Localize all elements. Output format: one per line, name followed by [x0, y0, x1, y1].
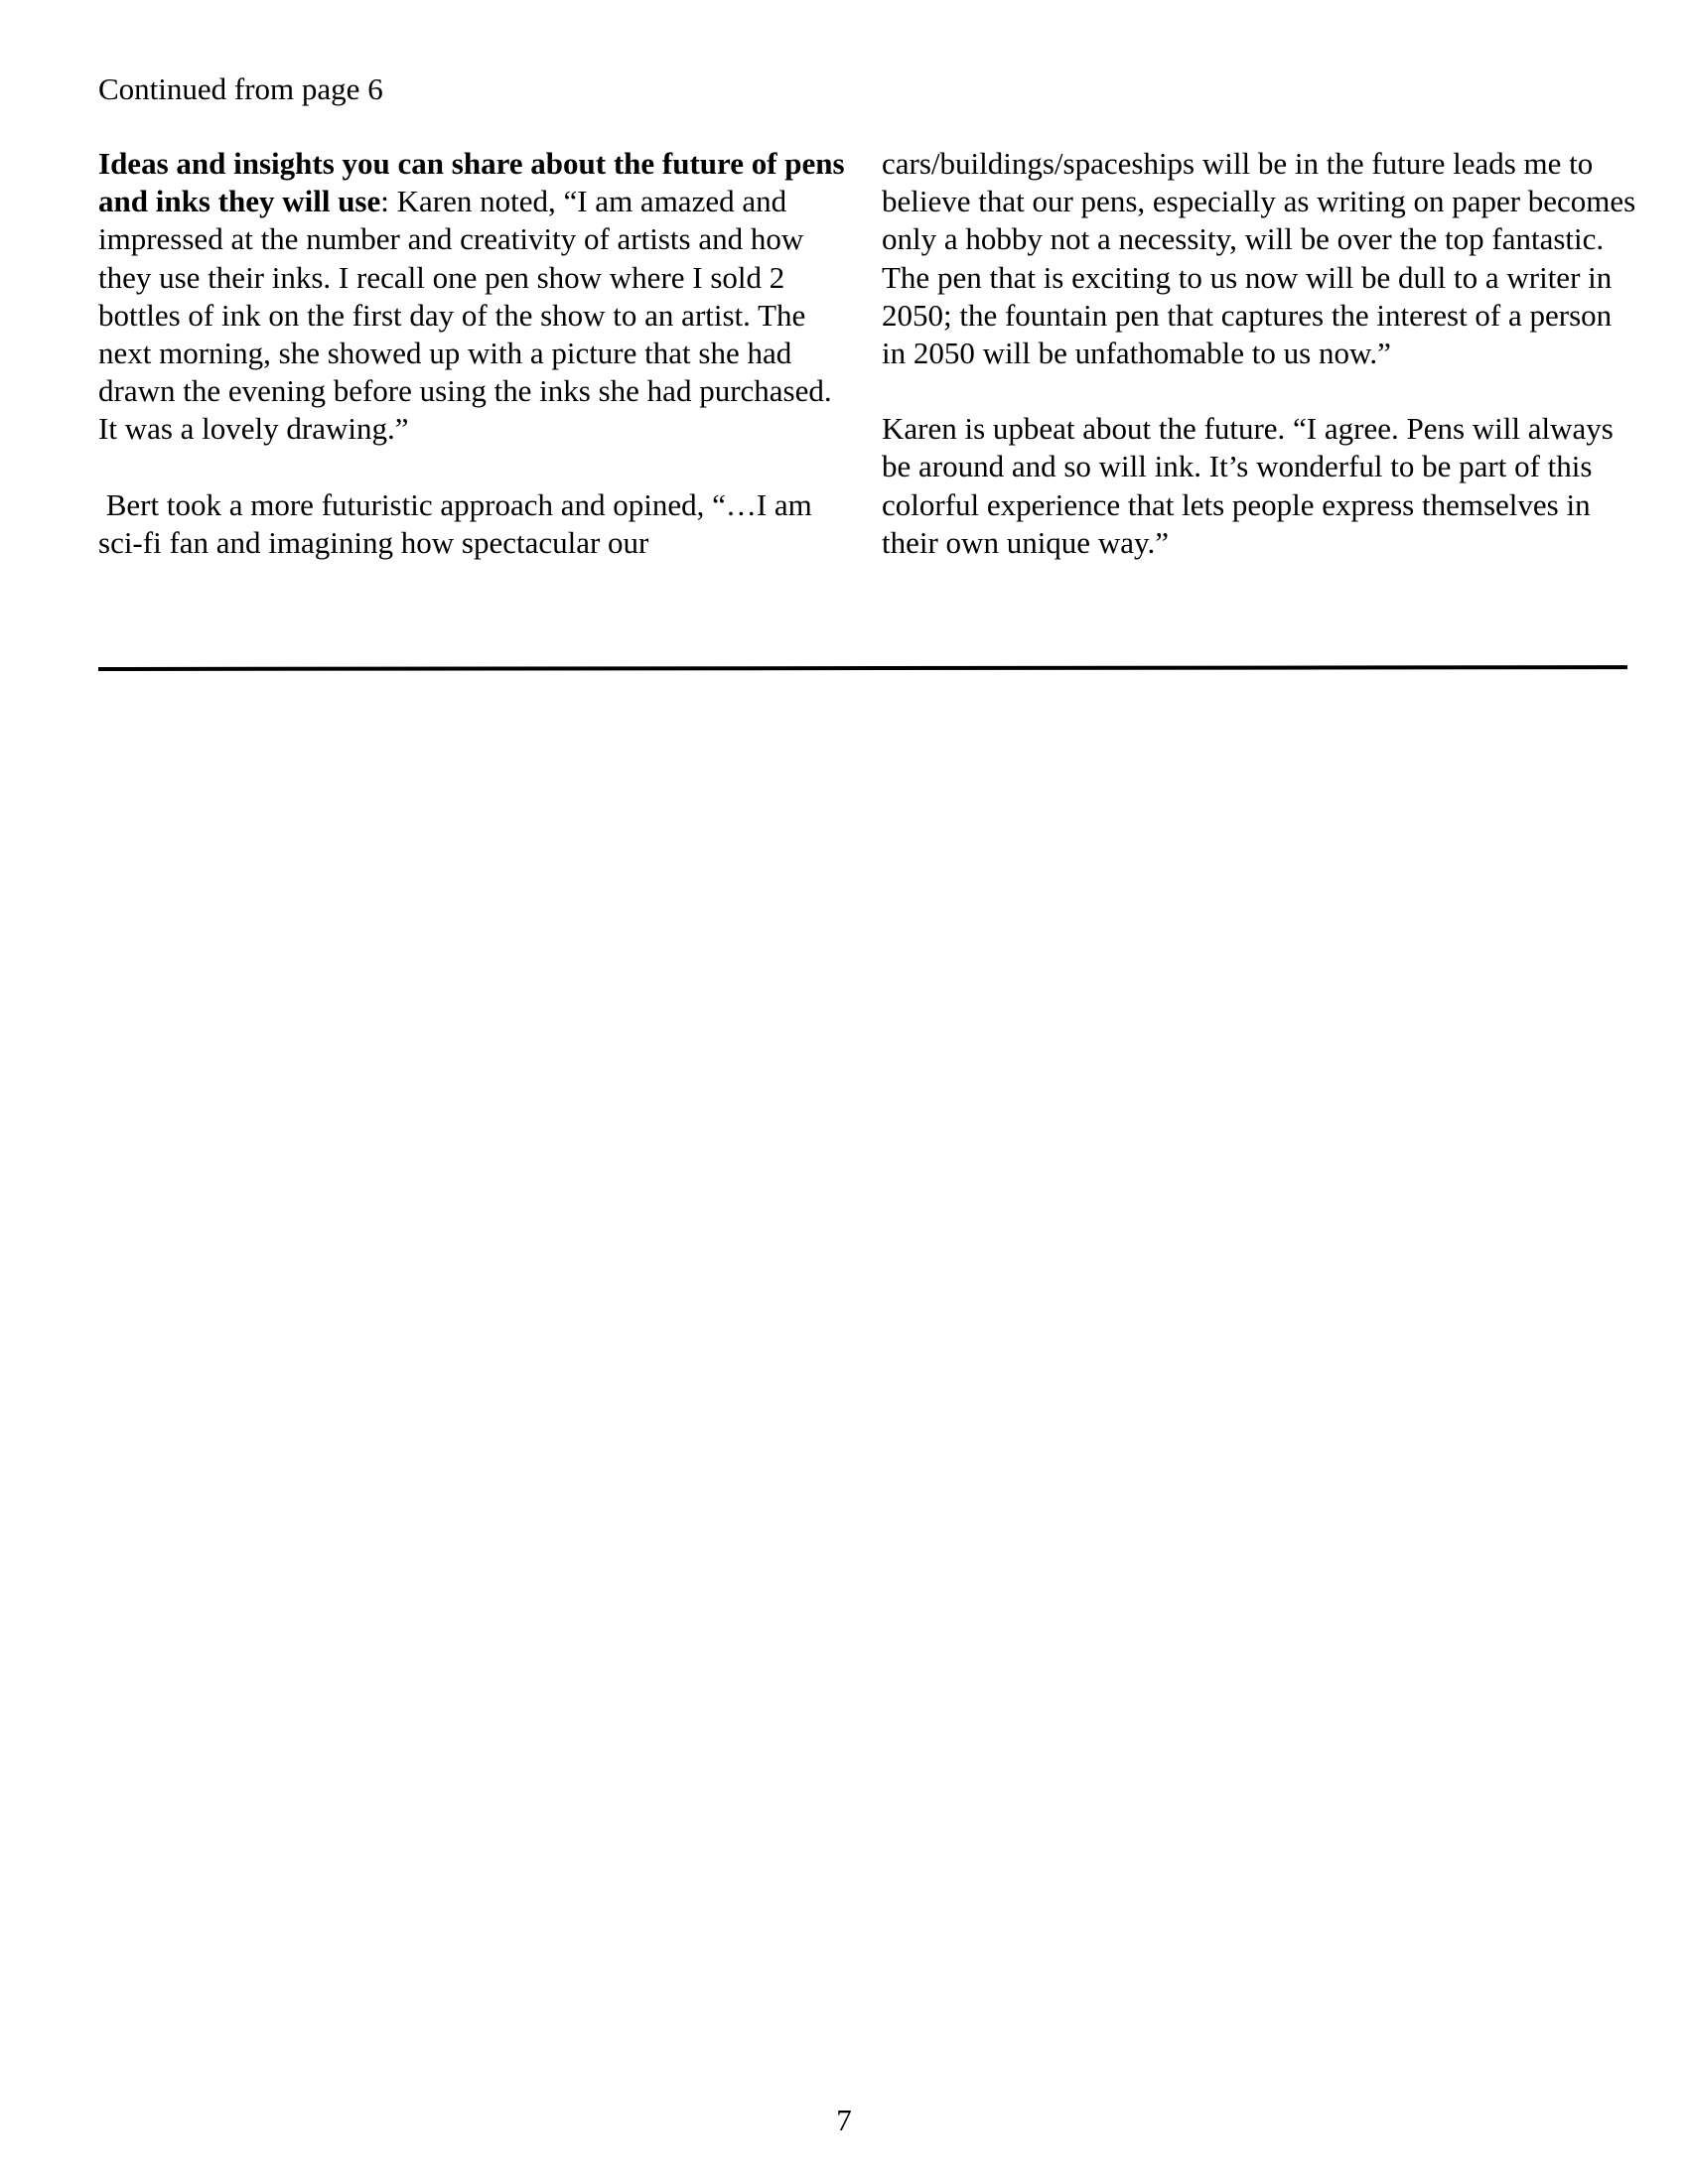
bert-quote-paragraph: Bert took a more futuristic approach and opined, “…I am sci-fi fan and imagining how spectacular our [98, 486, 820, 560]
karen-closing-paragraph: Karen is upbeat about the future. “I agree. Pens will always be around and so will ink. It’s wonderful to be part of this colorful experience that lets people express themselves in their own unique way.” [882, 411, 1614, 560]
continued-from-note: Continued from page 6 [98, 71, 383, 106]
bert-quote-continued: cars/buildings/spaceships will be in the future leads me to believe that our pens, especially as writing on paper becomes only a hobby not a necessity, will be over the top fantastic. The pen that is exciting to us now will be dull to a writer in 2050; the fountain pen that captures the interest of a person in 2050 will be unfathomable to us now.” [882, 146, 1636, 371]
karen-quote-text: : Karen noted, “I am amazed and impressed at the number and creativity of artists and how they use their inks. I recall one pen show where I sold 2 bottles of ink on the first day of the show to an artist. The next morning, she showed up with a picture that she had drawn the evening before using the inks she had purchased. It was a lovely drawing.” [98, 184, 832, 447]
article-paragraph-ideas [98, 145, 853, 449]
page-number: 7 [836, 2103, 852, 2137]
section-lead-heading: Ideas and insights you can share about the future of pens and inks they will use [98, 146, 845, 219]
article-column-left [98, 145, 853, 562]
article-column-right [882, 145, 1636, 562]
section-divider-rule [98, 665, 1627, 671]
